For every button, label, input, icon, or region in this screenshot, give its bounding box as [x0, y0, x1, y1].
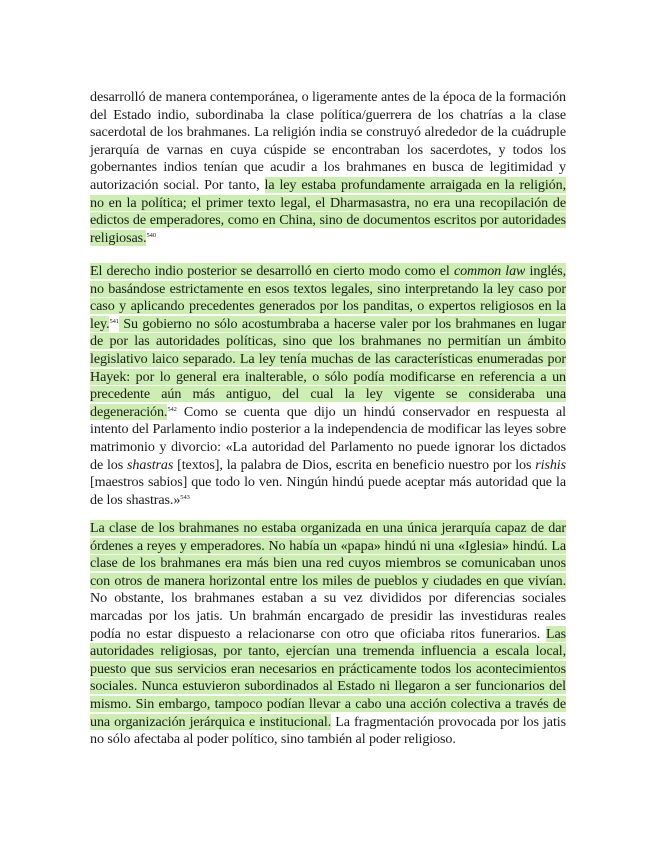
- text-run: [textos], la palabra de Dios, escrita en beneficio nuestro por los: [173, 456, 536, 473]
- footnote-ref: 541: [109, 317, 119, 325]
- footnote-ref: 540: [146, 231, 156, 239]
- highlighted-text: Las autoridades religiosas, por tanto, ejercían una tremenda influencia a escala local, puesto que sus servicios eran necesarios en prácticamente todos los acontecimientos sociales. Nunca estuvieron subordinados al Estado ni llegaron a ser funcionarios del mismo. Sin embargo, tampoco podían llevar a cabo una acción colectiva a través de una organización jerárquica e institucional.: [90, 625, 566, 730]
- text-run: desarrolló de manera contemporánea, o ligeramente antes de la época de la formación del Estado indio, subordinaba la clase política/guerrera de los chatrías a la clase sacerdotal de los brahmanes. La religión india se construyó alrededor de la cuádruple jerarquía de varnas en cuya cúspide se encontraban los sacerdotes, y todos los gobernantes indios tenían que acudir a los brahmanes en busca de legitimidad y autorización social. Por tanto,: [90, 89, 566, 194]
- highlighted-text: Su gobierno no sólo acostumbraba a hacerse valer por los brahmanes en lugar de por las autoridades políticas, sino que los brahmanes no permitían un ámbito legislativo laico separado. La ley tenía muchas de las características enumeradas por Hayek: por lo general era inalterable, o sólo podía modificarse en referencia a un precedente aún más antiguo, del cual la ley vigente se consideraba una degeneración.: [90, 315, 566, 420]
- text-run: shastras: [127, 456, 174, 473]
- text-run: No obstante, los brahmanes estaban a su vez divididos por diferencias sociales marcadas por los jatis. Un brahmán encargado de presidir las investiduras reales podía no estar dispuesto a relacionarse con otro que oficiaba ritos funerarios.: [90, 590, 566, 642]
- text-run: [maestros sabios] que todo lo ven. Ningún hindú puede aceptar más autoridad que la de los shastras.»: [90, 474, 566, 508]
- highlighted-text: La clase de los brahmanes no estaba organizada en una única jerarquía capaz de dar órdenes a reyes y emperadores. No había un «papa» hindú ni una «Iglesia» hindú. La clase de los brahmanes era más bien una red cuyos miembros se comunicaban unos con otros de manera horizontal entre los miles de pueblos y ciudades en que vivían.: [90, 520, 566, 589]
- footnote-ref: 543: [180, 493, 190, 501]
- highlighted-text: la ley estaba profundamente arraigada en la religión, no en la política; el primer texto legal, el Dharmasastra, no era una recopilación de edictos de emperadores, como en China, sino de documentos escritos por autoridades religiosas.: [90, 177, 566, 246]
- highlighted-text: El derecho indio posterior se desarrolló en cierto modo como el: [90, 263, 454, 280]
- text-run: rishis: [535, 456, 566, 473]
- paragraph-3: [90, 520, 566, 749]
- text-run: Como se cuenta que dijo un hindú conservador en respuesta al intento del Parlamento indio posterior a la independencia de modificar las leyes sobre matrimonio y divorcio: «La autoridad del Parlamento no puede ignorar los dictados de los: [90, 403, 566, 473]
- highlighted-text: inglés, no basándose estrictamente en esos textos legales, sino interpretando la ley caso por caso y aplicando precedentes generados por los panditas, o expertos religiosos en la ley.: [90, 263, 567, 332]
- paragraph-1: [90, 89, 566, 247]
- footnote-ref: 542: [167, 405, 177, 413]
- text-run: La fragmentación provocada por los jatis no sólo afectaba al poder político, sino también al poder religioso.: [90, 713, 566, 748]
- paragraph-2: [90, 263, 566, 509]
- highlighted-text: common law: [453, 263, 526, 280]
